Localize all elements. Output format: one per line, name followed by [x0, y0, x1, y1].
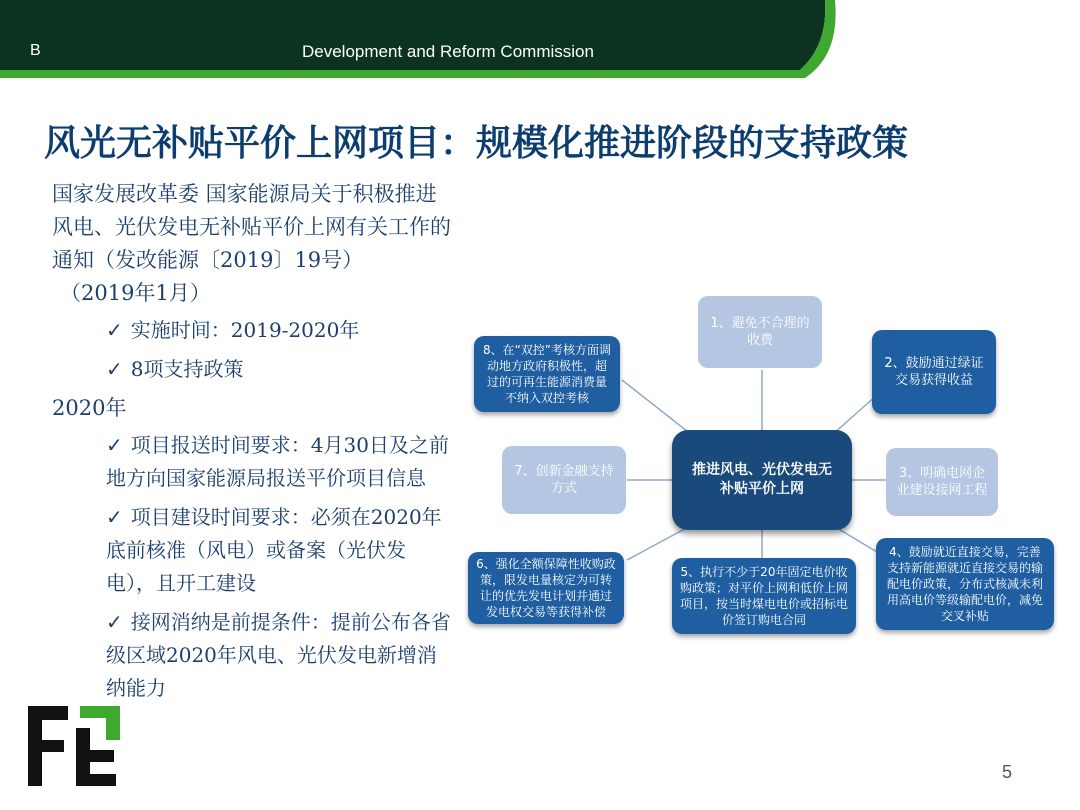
policy-node-8: 8、在“双控”考核方面调动地方政府积极性，超过的可再生能源消费量不纳入双控考核: [474, 336, 620, 412]
page-number: 5: [1002, 762, 1013, 782]
list-item: ✓ 接网消纳是前提条件：提前公布各省级区域2020年风电、光伏发电新增消纳能力: [106, 610, 451, 700]
list-2020: [52, 429, 452, 705]
list-item: ✓ 实施时间：2019-2020年: [106, 318, 360, 342]
header-banner: [0, 0, 1080, 86]
check-icon: ✓: [106, 505, 123, 529]
policy-node-5: 5、执行不少于20年固定电价收购政策；对平价上网和低价上网项目，按当时煤电电价或招标电价签订购电合同: [672, 558, 856, 634]
list-item: ✓ 8项支持政策: [106, 357, 244, 381]
list-item: ✓ 项目报送时间要求：4月30日及之前地方向国家能源局报送平价项目信息: [106, 433, 449, 490]
notice-date: （2019年1月）: [60, 281, 211, 305]
check-icon: ✓: [106, 357, 123, 381]
notice-title: 国家发展改革委 国家能源局关于积极推进风电、光伏发电无补贴平价上网有关工作的通知（发改能源〔2019〕19号）: [52, 182, 451, 272]
policy-node-3: 3、明确电网企业建设接网工程: [886, 448, 998, 516]
list-item: ✓ 项目建设时间要求：必须在2020年底前核准（风电）或备案（光伏发电），且开工建设: [106, 505, 442, 595]
list-2019: [52, 314, 452, 386]
policy-node-1: 1、避免不合理的收费: [698, 296, 822, 368]
center-node: 推进风电、光伏发电无补贴平价上网: [672, 430, 852, 530]
year-heading-2020: 2020年: [52, 396, 127, 420]
slide-title: 风光无补贴平价上网项目：规模化推进阶段的支持政策: [44, 123, 909, 164]
policy-node-7: 7、创新金融支持方式: [502, 446, 626, 514]
policy-node-2: 2、鼓励通过绿证交易获得收益: [872, 330, 996, 414]
policy-hub-diagram: [462, 270, 1077, 660]
policy-node-6: 6、强化全额保障性收购政策，限发电量核定为可转让的优先发电计划并通过发电权交易等获得补偿: [468, 552, 624, 624]
check-icon: ✓: [106, 433, 123, 457]
header-left-text: B: [30, 42, 41, 59]
check-icon: ✓: [106, 610, 123, 634]
check-icon: ✓: [106, 318, 123, 342]
policy-node-4: 4、鼓励就近直接交易，完善支持新能源就近直接交易的输配电价政策，分布式核减未利用高电价等级输配电价，减免交叉补贴: [876, 538, 1054, 630]
policy-text-column: [52, 178, 452, 711]
header-organization-name: Development and Reform Commission: [302, 42, 594, 61]
logo-graphic: [24, 700, 124, 788]
